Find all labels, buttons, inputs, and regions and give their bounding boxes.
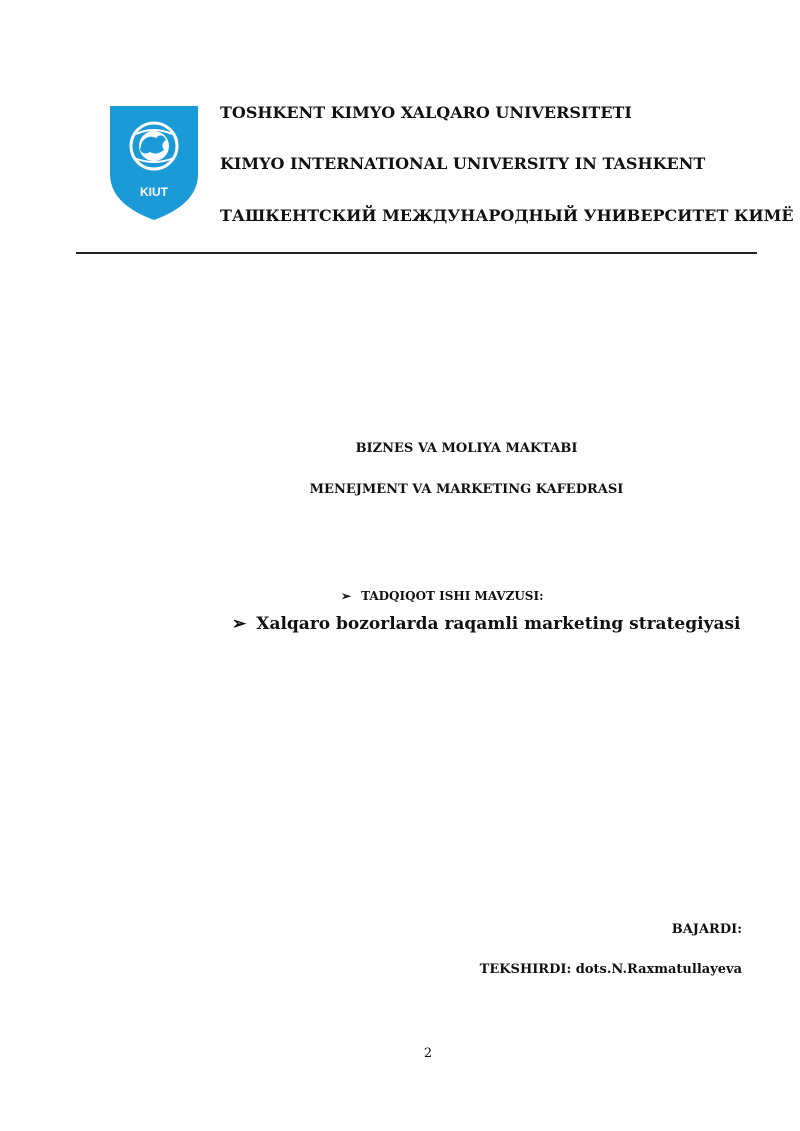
arrow-bullet-icon: ➢: [232, 614, 247, 634]
topic-title-line: [232, 614, 741, 634]
header-divider: [76, 252, 757, 254]
done-by-label: BAJARDI:: [671, 922, 742, 937]
university-name-en: KIMYO INTERNATIONAL UNIVERSITY IN TASHKENT: [220, 154, 706, 173]
school-name: BIZNES VA MOLIYA MAKTABI: [355, 441, 578, 456]
university-logo: [108, 104, 200, 222]
topic-label-line: [341, 589, 544, 603]
checked-by-label: TEKSHIRDI: dots.N.Raxmatullayeva: [479, 962, 742, 977]
arrow-bullet-icon: ➢: [341, 589, 352, 603]
topic-label: TADQIQOT ISHI MAVZUSI:: [361, 589, 544, 603]
university-name-ru: ТАШКЕНТСКИЙ МЕЖДУНАРОДНЫЙ УНИВЕРСИТЕТ КИМЁ: [220, 206, 794, 225]
university-name-uz: TOSHKENT KIMYO XALQARO UNIVERSITETI: [220, 103, 632, 122]
logo-text: KIUT: [140, 185, 168, 199]
page-number: 2: [423, 1046, 433, 1061]
department-name: MENEJMENT VA MARKETING KAFEDRASI: [309, 482, 624, 497]
kiut-shield-icon: [108, 104, 200, 222]
topic-title: Xalqaro bozorlarda raqamli marketing strategiyasi: [256, 614, 741, 634]
